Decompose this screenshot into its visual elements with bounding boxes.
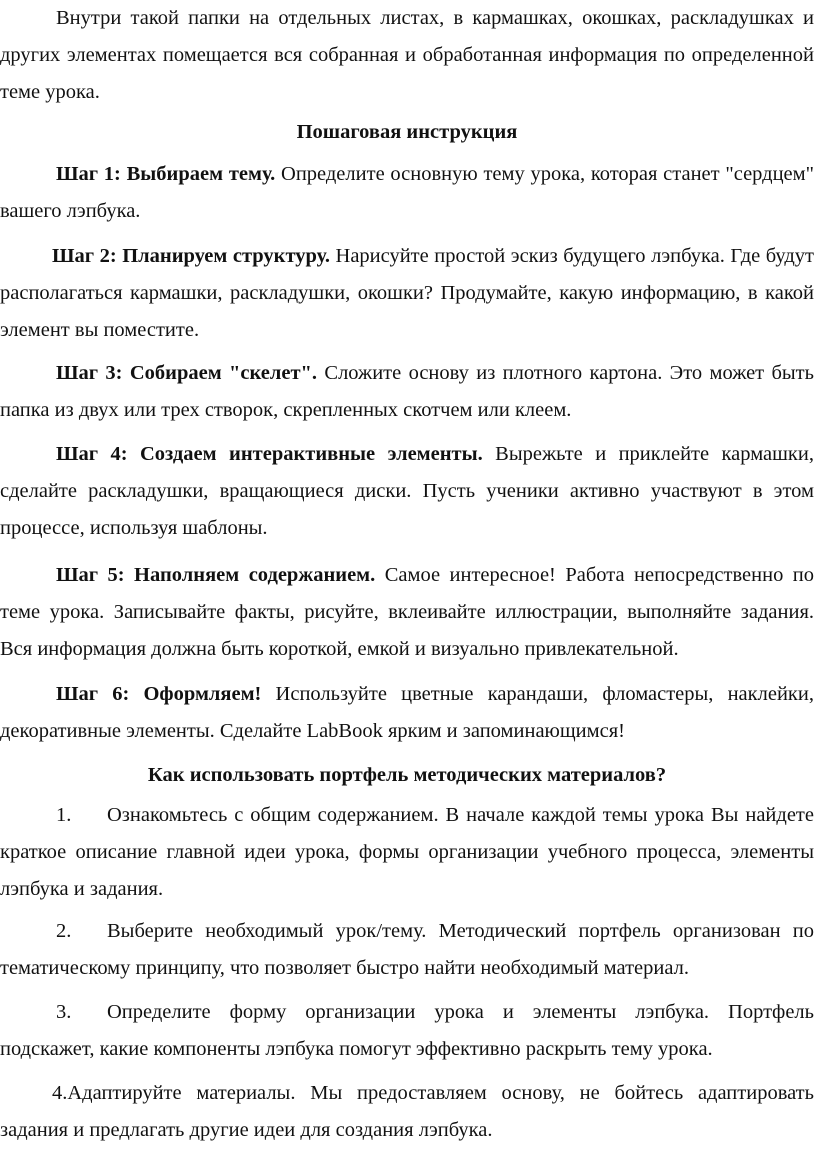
list-item-2 (0, 913, 814, 987)
step-3-paragraph (0, 355, 814, 429)
step-1-text: Определите основную тему урока, которая станет "сердцем" вашего лэпбука. (0, 163, 814, 222)
step-3-title: Шаг 3: Собираем "скелет". (56, 362, 318, 384)
step-4-paragraph (0, 436, 814, 547)
heading-portfolio-usage: Как использовать портфель методических материалов? (147, 764, 667, 786)
list-item-1-text: Ознакомьтесь с общим содержанием. В начале каждой темы урока Вы найдете краткое описание главной идеи урока, формы организации учебного процесса, элементы лэпбука и задания. (0, 804, 814, 900)
step-2-paragraph (0, 238, 814, 349)
intro-paragraph: Внутри такой папки на отдельных листах, в кармашках, окошках, раскладушках и других элементах помещается вся собранная и обработанная информация по определенной теме урока. (0, 7, 814, 103)
list-item-4-number: 4. (52, 1082, 68, 1104)
step-5-title: Шаг 5: Наполняем содержанием. (56, 564, 376, 586)
list-item-2-number: 2. (56, 920, 72, 942)
list-item-4-text: Адаптируйте материалы. Мы предоставляем основу, не бойтесь адаптировать задания и предлагать другие идеи для создания лэпбука. (0, 1082, 814, 1141)
step-6-paragraph (0, 676, 814, 750)
step-6-text: Используйте цветные карандаши, фломастеры, наклейки, декоративные элементы. Сделайте LabBook ярким и запоминающимся! (0, 683, 814, 742)
step-5-text: Самое интересное! Работа непосредственно по теме урока. Записывайте факты, рисуйте, вклеивайте иллюстрации, выполняйте задания. Вся информация должна быть короткой, емкой и визуально привлекательной. (0, 564, 815, 660)
step-3-text: Сложите основу из плотного картона. Это может быть папка из двух или трех створок, скрепленных скотчем или клеем. (0, 362, 814, 421)
step-1-paragraph (0, 156, 814, 230)
step-1-title: Шаг 1: Выбираем тему. (56, 163, 276, 185)
heading-step-by-step: Пошаговая инструкция (296, 121, 518, 143)
step-6-title: Шаг 6: Оформляем! (56, 683, 262, 705)
step-4-title: Шаг 4: Создаем интерактивные элементы. (56, 443, 483, 465)
step-2-text: Нарисуйте простой эскиз будущего лэпбука. Где будут располагаться кармашки, раскладушки, окошки? Продумайте, какую информацию, в какой элемент вы поместите. (0, 245, 814, 341)
step-4-text: Вырежьте и приклейте кармашки, сделайте раскладушки, вращающиеся диски. Пусть ученики активно участвуют в этом процессе, используя шаблоны. (0, 443, 814, 539)
list-item-3 (0, 994, 814, 1068)
list-item-4 (0, 1075, 814, 1149)
step-2-title: Шаг 2: Планируем структуру. (52, 245, 330, 267)
list-item-3-number: 3. (56, 1001, 72, 1023)
list-item-3-text: Определите форму организации урока и элементы лэпбука. Портфель подскажет, какие компоненты лэпбука помогут эффективно раскрыть тему урока. (0, 1001, 814, 1060)
list-item-2-text: Выберите необходимый урок/тему. Методический портфель организован по тематическому принципу, что позволяет быстро найти необходимый материал. (0, 920, 814, 979)
list-item-1 (0, 797, 814, 908)
list-item-1-number: 1. (56, 804, 72, 826)
step-5-paragraph (0, 557, 814, 668)
